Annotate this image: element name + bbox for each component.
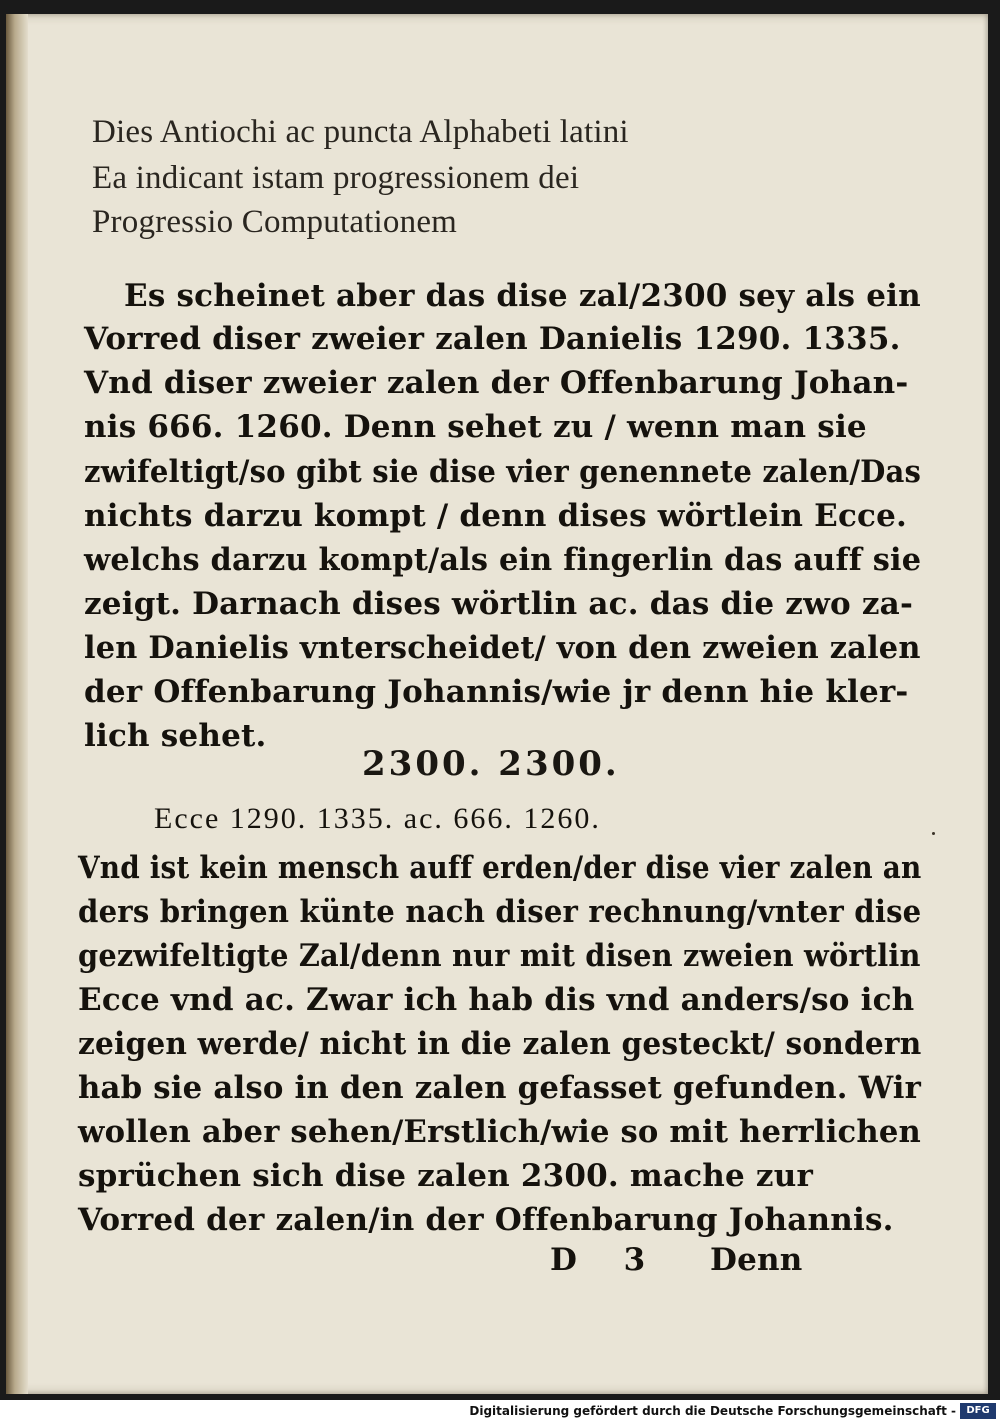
paragraph2-line-1: Vnd ist kein mensch auff erden/der dise vier zalen an xyxy=(78,850,922,886)
paragraph1-line-1: Es scheinet aber das dise zal/2300 sey als ein xyxy=(124,278,921,314)
paragraph2-line-6: hab sie also in den zalen gefasset gefunden. Wir xyxy=(78,1070,922,1106)
page-gutter-edge xyxy=(6,14,28,1394)
paragraph1-line-10: der Offenbarung Johannis/wie jr denn hie kler- xyxy=(84,674,909,710)
paragraph1-line-11: lich sehet. xyxy=(84,718,267,754)
paragraph1-line-8: zeigt. Darnach dises wörtlin ac. das die zwo za- xyxy=(84,586,914,622)
paragraph2-line-5: zeigen werde/ nicht in die zalen gesteckt/ sondern xyxy=(78,1026,922,1062)
paragraph1-line-9: len Danielis vnterscheidet/ von den zweien zalen xyxy=(84,630,921,666)
paragraph2-line-9: Vorred der zalen/in der Offenbarung Johannis. xyxy=(78,1202,894,1238)
numbers-line: Ecce 1290. 1335. ac. 666. 1260. xyxy=(154,802,601,835)
paragraph2-line-3: gezwifeltigte Zal/denn nur mit disen zweien wörtlin xyxy=(78,938,921,974)
book-page xyxy=(6,14,988,1394)
paragraph1-line-3: Vnd diser zweier zalen der Offenbarung Johan- xyxy=(84,365,909,401)
paragraph2-line-4: Ecce vnd ac. Zwar ich hab dis vnd anders/so ich xyxy=(78,982,915,1018)
paragraph1-line-6: nichts darzu kompt / denn dises wörtlein Ecce. xyxy=(84,498,908,534)
catchword: Denn xyxy=(710,1242,803,1278)
dfg-logo: DFG xyxy=(960,1403,996,1419)
latin-line-3: Progressio Computationem xyxy=(92,204,458,240)
paragraph2-line-2: ders bringen künte nach diser rechnung/vnter dise xyxy=(78,894,922,930)
paragraph2-line-7: wollen aber sehen/Erstlich/wie so mit herrlichen xyxy=(78,1114,922,1150)
paragraph1-line-5: zwifeltigt/so gibt sie dise vier genennete zalen/Das xyxy=(84,454,922,490)
paragraph2-line-8: sprüchen sich dise zalen 2300. mache zur xyxy=(78,1158,814,1194)
paragraph1-line-2: Vorred diser zweier zalen Danielis 1290. 1335. xyxy=(84,321,901,357)
paper-speck xyxy=(932,832,935,835)
doubled-number-line: 2300. 2300. xyxy=(362,744,620,784)
signature-mark: D 3 xyxy=(550,1242,664,1278)
paragraph1-line-4: nis 666. 1260. Denn sehet zu / wenn man sie xyxy=(84,409,867,445)
paragraph1-line-7: welchs darzu kompt/als ein fingerlin das auff sie xyxy=(84,542,922,578)
latin-line-1: Dies Antiochi ac puncta Alphabeti latini xyxy=(92,114,629,150)
footer-credit: Digitalisierung gefördert durch die Deutsche Forschungsgemeinschaft - xyxy=(469,1404,956,1418)
footer-bar xyxy=(0,1400,1000,1425)
latin-line-2: Ea indicant istam progressionem dei xyxy=(92,160,580,196)
